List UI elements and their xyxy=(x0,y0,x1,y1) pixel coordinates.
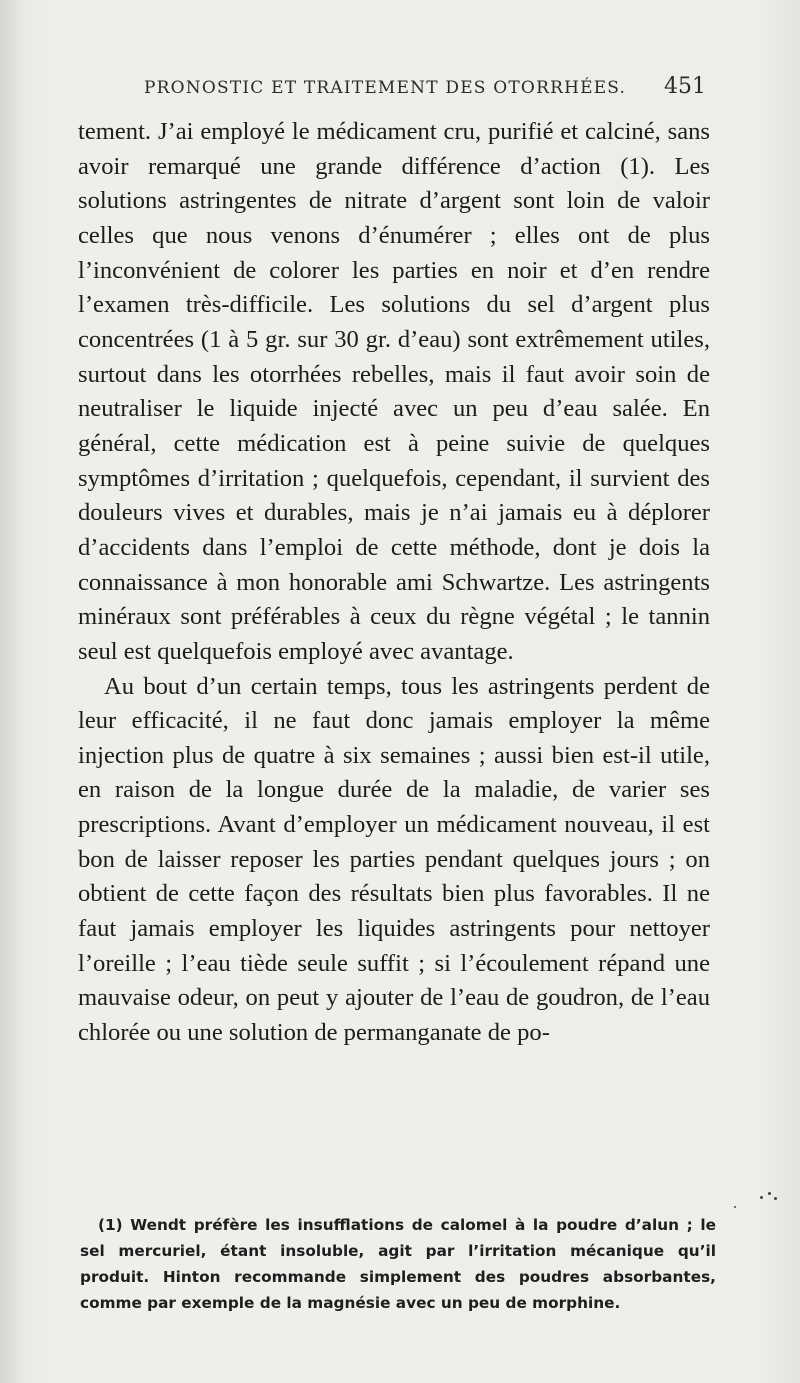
ink-speck xyxy=(768,1192,771,1195)
paragraph-continued: tement. J’ai employé le médicament cru, purifié et calciné, sans avoir remarqué une grande différence d’action (1). Les solutions astringentes de nitrate d’argent sont loin de valoir celles que nous venons d’énumérer ; elles ont de plus l’inconvénient de colorer les parties en noir et d’en rendre l’examen très-difficile. Les solutions du sel d’argent plus concentrées (1 à 5 gr. sur 30 gr. d’eau) sont extrêmement utiles, surtout dans les otorrhées rebelles, mais il faut avoir soin de neutraliser le liquide injecté avec un peu d’eau salée. En général, cette médication est à peine suivie de quelques symptômes d’irritation ; quelquefois, cependant, il survient des douleurs vives et durables, mais je n’ai jamais eu à déplorer d’accidents dans l’emploi de cette méthode, dont je dois la connaissance à mon honorable ami Schwartze. Les astringents minéraux sont préférables à ceux du règne végétal ; le tannin seul est quelquefois employé avec avantage. xyxy=(78,118,710,665)
page-number: 451 xyxy=(664,74,706,99)
footnotes xyxy=(80,1212,716,1316)
ink-speck xyxy=(774,1197,777,1200)
footnote: (1) Wendt préfère les insufflations de calomel à la poudre d’alun ; le sel mercuriel, étant insoluble, agit par l’irritation mécanique qu’il produit. Hinton recommande simplement des poudres absorbantes, comme par exemple de la magnésie avec un peu de morphine. xyxy=(80,1216,716,1312)
body-text xyxy=(78,115,710,1051)
ink-speck xyxy=(734,1206,736,1208)
running-title: PRONOSTIC ET TRAITEMENT DES OTORRHÉES. xyxy=(144,78,627,98)
paragraph: Au bout d’un certain temps, tous les astringents perdent de leur efficacité, il ne faut donc jamais employer la même injection plus de quatre à six semaines ; aussi bien est-il utile, en raison de la longue durée de la maladie, de varier ses prescriptions. Avant d’employer un médicament nouveau, il est bon de laisser reposer les parties pendant quelques jours ; on obtient de cette façon des résultats bien plus favorables. Il ne faut jamais employer les liquides astringents pour nettoyer l’oreille ; l’eau tiède seule suffit ; si l’écoulement répand une mauvaise odeur, on peut y ajouter de l’eau de goudron, de l’eau chlorée ou une solution de permanganate de po- xyxy=(78,672,710,1047)
page-header xyxy=(76,70,716,106)
ink-speck xyxy=(760,1196,763,1199)
